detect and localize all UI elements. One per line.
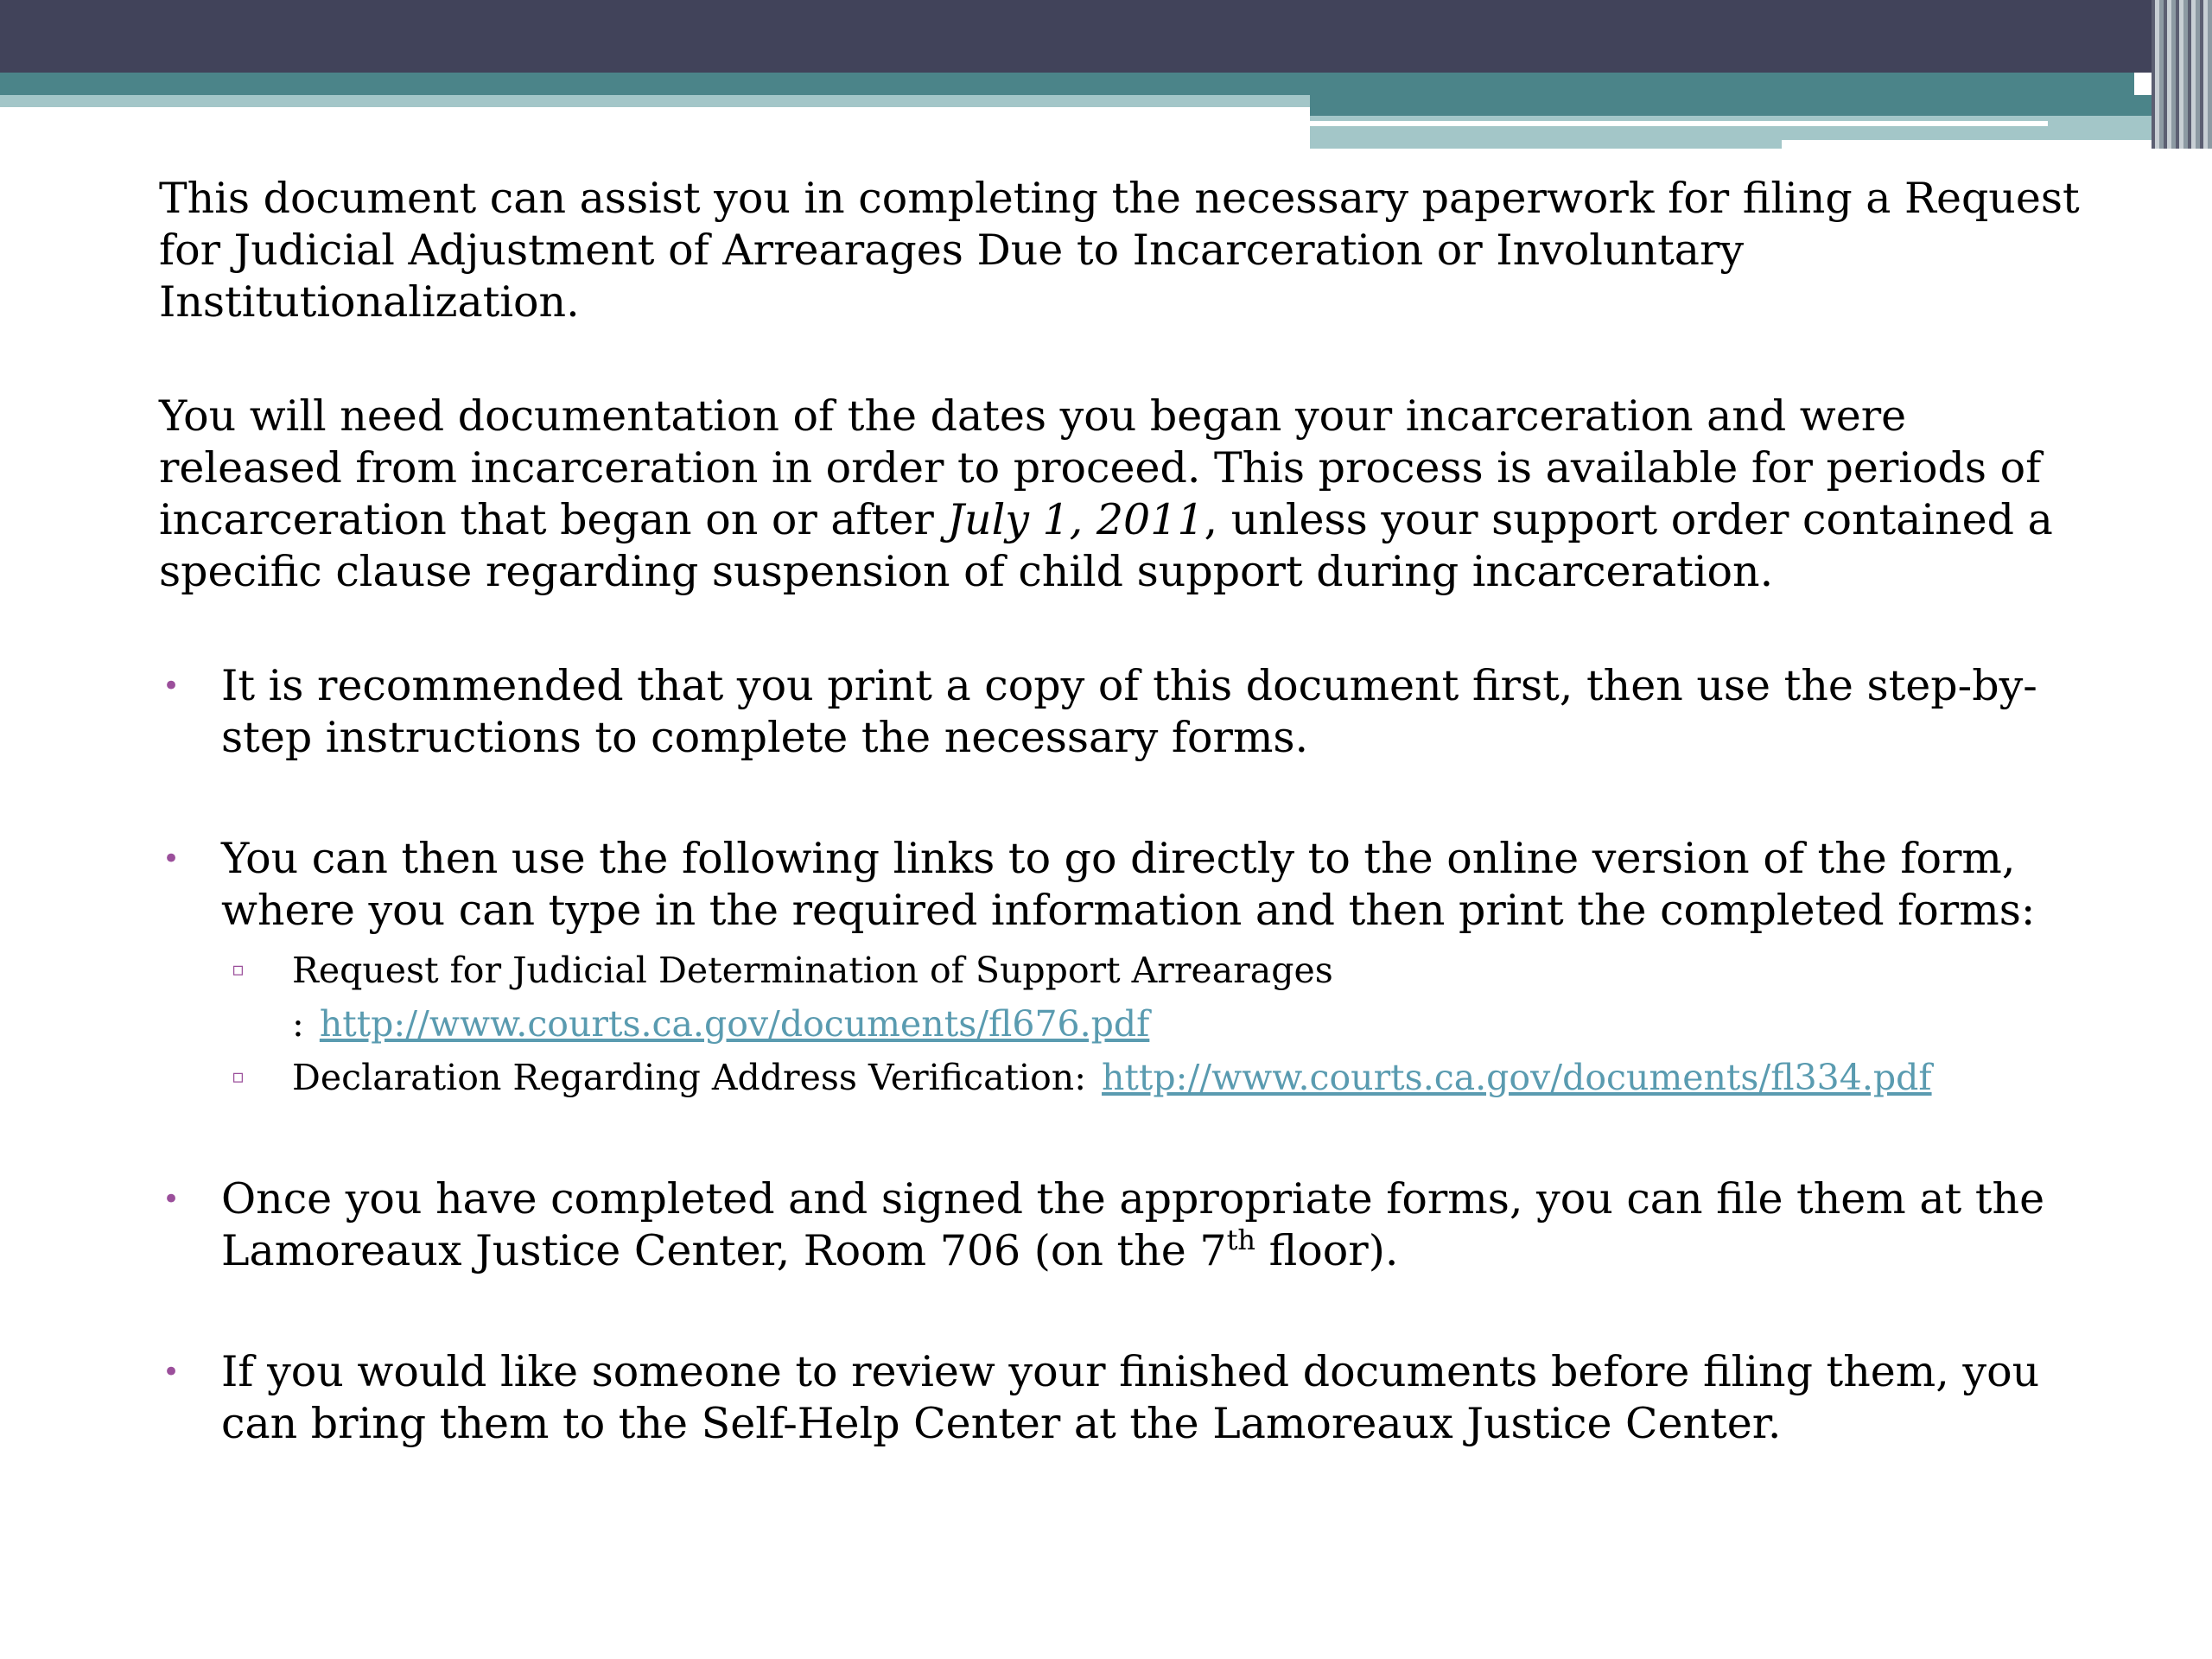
intro-paragraph-1: This document can assist you in completing the necessary paperwork for filing a Request for Judicial Adjustment of Arrearages Due to Incarceration or Involuntary Institutionalization. xyxy=(159,174,2080,327)
header-stripes xyxy=(2152,0,2212,149)
header-dark-band xyxy=(0,0,2212,73)
bullet-text: You can then use the following links to go directly to the online version of the form, where you can type in the required information and then print the completed forms: xyxy=(221,834,2036,935)
header-teal-right-band xyxy=(1310,95,2165,116)
intro-paragraph-2-end: , unless your support order contained a specific clause regarding suspension of child support during incarceration. xyxy=(159,495,2053,596)
header-light-strip xyxy=(0,95,1310,107)
intro-date: July 1, 2011 xyxy=(947,495,1205,544)
bullet-icon: • xyxy=(162,1355,181,1389)
header-teal-band xyxy=(0,73,2134,95)
form-link-fl676[interactable]: http://www.courts.ca.gov/documents/fl676.pdf xyxy=(319,1003,1150,1045)
ordinal-suffix: th xyxy=(1226,1224,1256,1256)
form-link-label: Declaration Regarding Address Verification: xyxy=(292,1057,1087,1098)
bullet-list xyxy=(159,660,2086,1450)
intro-paragraph-2 xyxy=(159,391,2086,598)
slide-content xyxy=(159,173,2086,1519)
header-white-line-secondary xyxy=(1782,140,2179,149)
bullet-text xyxy=(221,1174,2044,1275)
bullet-text-start: Once you have completed and signed the appropriate forms, you can file them at the Lamoreaux Justice Center, Room 706 (on the 7 xyxy=(221,1174,2045,1275)
form-link-item-fl334 xyxy=(221,1051,2086,1104)
bullet-text: If you would like someone to review your finished documents before filing them, you can bring them to the Self-Help Center at the Lamoreaux Justice Center. xyxy=(221,1347,2040,1448)
bullet-icon: • xyxy=(162,1182,181,1217)
bullet-text: It is recommended that you print a copy of this document first, then use the step-by-step instructions to complete the necessary forms. xyxy=(221,661,2037,762)
form-link-fl334[interactable]: http://www.courts.ca.gov/documents/fl334.pdf xyxy=(1102,1057,1932,1098)
form-link-item-fl676 xyxy=(221,944,2086,1051)
bullet-item-file-forms xyxy=(159,1173,2086,1277)
bullet-item-review xyxy=(159,1346,2086,1450)
bullet-item-print-copy xyxy=(159,660,2086,764)
sub-bullet-icon: ▫ xyxy=(232,959,245,981)
bullet-item-online-forms xyxy=(159,833,2086,1104)
bullet-icon: • xyxy=(162,669,181,703)
bullet-text-end: floor). xyxy=(1255,1226,1399,1275)
intro-paragraph-2-start: You will need documentation of the dates you began your incarceration and were released from incarceration in order to proceed. This process is available for periods of incarceration that began on or after xyxy=(159,391,2042,544)
form-link-label: Request for Judicial Determination of Support Arrearages : xyxy=(292,950,1333,1045)
sub-bullet-icon: ▫ xyxy=(232,1066,245,1088)
form-link-list xyxy=(221,944,2086,1104)
header-white-line xyxy=(1310,121,2048,126)
bullet-icon: • xyxy=(162,842,181,876)
